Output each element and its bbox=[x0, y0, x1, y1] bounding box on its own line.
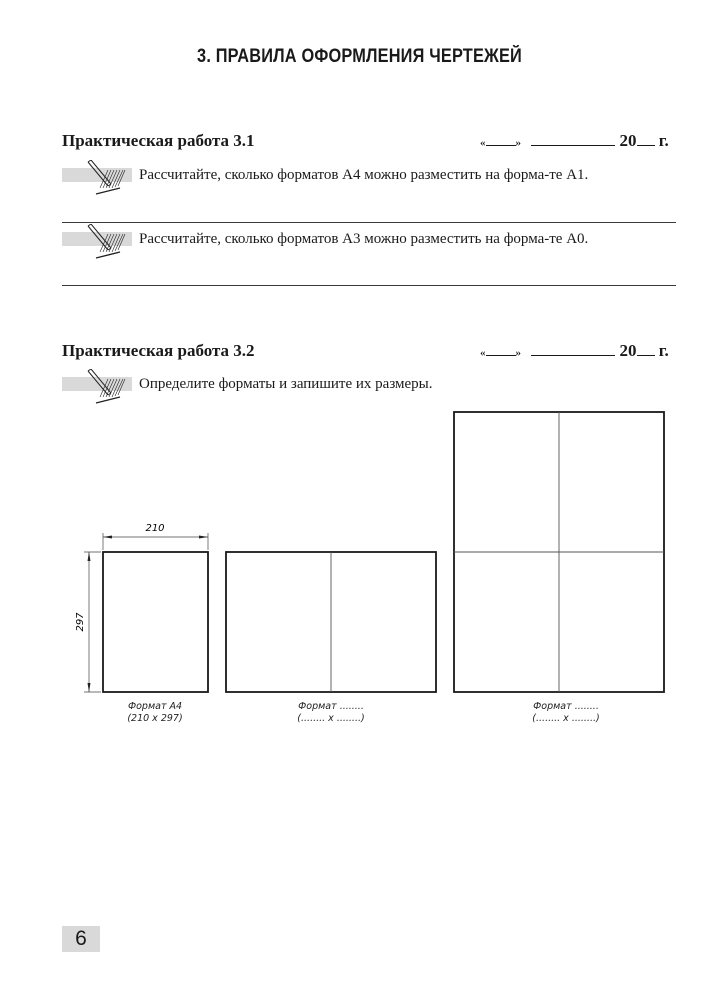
year-suffix: г. bbox=[658, 131, 669, 150]
practical-work-title: Практическая работа 3.2 bbox=[62, 341, 255, 360]
pencil-icon bbox=[80, 224, 136, 266]
month-blank[interactable] bbox=[531, 131, 615, 146]
figure-caption bbox=[506, 701, 626, 725]
figure-format-3 bbox=[454, 412, 664, 692]
figure-caption bbox=[95, 701, 215, 725]
figure-caption bbox=[271, 701, 391, 725]
month-blank[interactable] bbox=[531, 341, 615, 356]
format-drawings bbox=[0, 400, 719, 710]
year-suffix: г. bbox=[658, 341, 669, 360]
task-text: Рассчитайте, сколько форматов А3 можно разместить на форма-те А0. bbox=[139, 231, 589, 247]
close-quote: » bbox=[515, 137, 521, 149]
pencil-icon bbox=[80, 160, 136, 202]
practical-work-title: Практическая работа 3.1 bbox=[62, 131, 255, 150]
format-a4-sheet bbox=[103, 552, 208, 692]
page-number: 6 bbox=[62, 926, 100, 952]
answer-line[interactable] bbox=[62, 285, 676, 286]
year-blank[interactable] bbox=[637, 131, 655, 146]
figure-format-2 bbox=[226, 552, 436, 692]
task-text: Определите форматы и запишите их размеры. bbox=[139, 376, 433, 392]
caption-format[interactable]: Формат ........ bbox=[298, 701, 364, 712]
open-quote: « bbox=[480, 347, 486, 359]
caption-format: Формат А4 bbox=[127, 701, 183, 712]
date-field[interactable] bbox=[480, 341, 669, 361]
year-prefix: 20 bbox=[619, 341, 637, 360]
year-blank[interactable] bbox=[637, 341, 655, 356]
answer-line[interactable] bbox=[62, 222, 676, 223]
open-quote: « bbox=[480, 137, 486, 149]
date-field[interactable] bbox=[480, 131, 669, 151]
height-dimension-label: 297 bbox=[75, 612, 86, 632]
day-blank[interactable] bbox=[486, 131, 516, 146]
caption-format[interactable]: Формат ........ bbox=[533, 701, 599, 712]
day-blank[interactable] bbox=[486, 341, 516, 356]
chapter-title: 3. ПРАВИЛА ОФОРМЛЕНИЯ ЧЕРТЕЖЕЙ bbox=[197, 46, 522, 67]
width-dimension-label: 210 bbox=[145, 523, 165, 534]
caption-size[interactable]: (........ x ........) bbox=[532, 713, 600, 724]
task-text: Рассчитайте, сколько форматов А4 можно разместить на форма-те А1. bbox=[139, 167, 589, 183]
figure-a4 bbox=[75, 523, 208, 692]
close-quote: » bbox=[515, 347, 521, 359]
caption-size: (210 x 297) bbox=[127, 713, 183, 724]
caption-size[interactable]: (........ x ........) bbox=[297, 713, 365, 724]
year-prefix: 20 bbox=[619, 131, 637, 150]
